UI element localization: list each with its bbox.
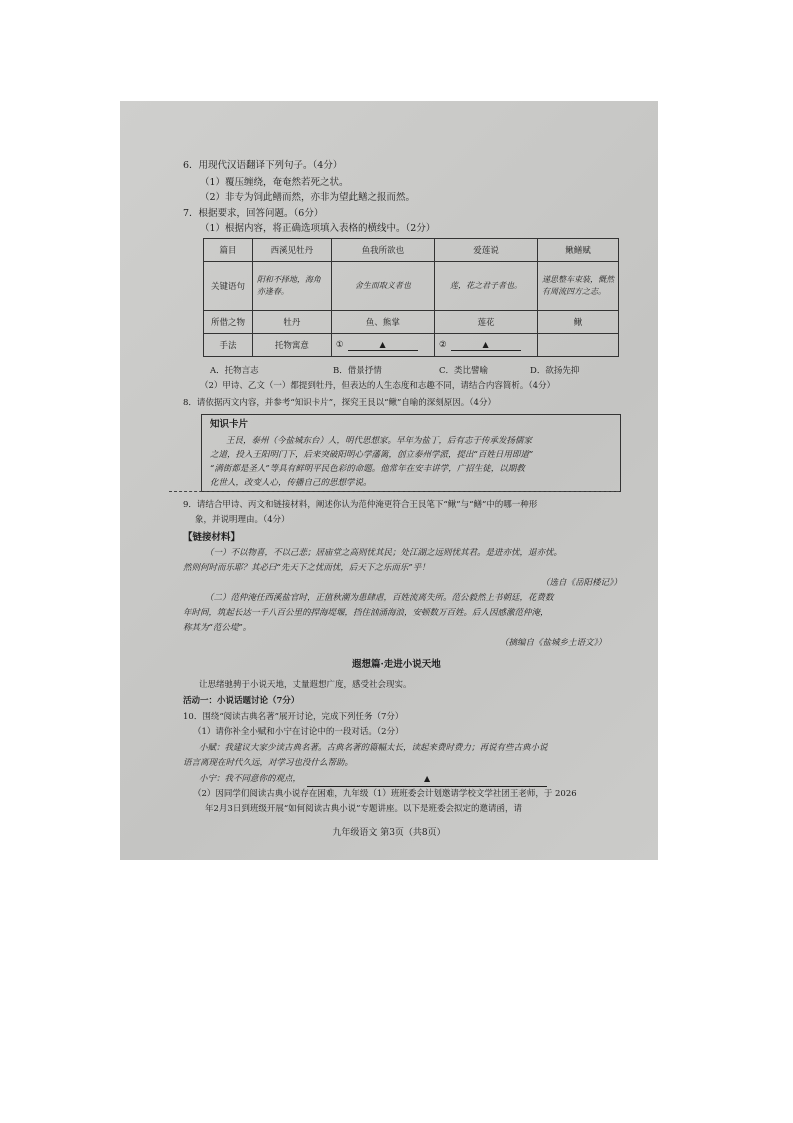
table-row	[204, 311, 619, 334]
dialogue-ning: 小宁：我不同意你的观点， ▲	[199, 772, 547, 787]
q6-sentence-2: （2）非专为饲此鳝而然，亦非为望此鳝之报而然。	[200, 192, 416, 203]
blank-cell-2: ② ▲	[434, 334, 537, 357]
comparison-table	[203, 238, 619, 357]
q7-part-1: （1）根据内容，将正确选项填入表格的横线中。（2分）	[200, 223, 436, 234]
option-a: A．托物言志	[210, 366, 259, 376]
table-cell: 莲花	[434, 311, 537, 334]
knowledge-card	[201, 414, 621, 492]
section-intro: 让思绪驰骋于小说天地，丈量遐想广度，感受社会现实。	[199, 680, 412, 690]
table-header: 爱莲说	[434, 239, 537, 262]
table-cell: 阳和不择地，海角亦逢春。	[252, 262, 331, 311]
q6-sentence-1: （1）覆压缠绕，奄奄然若死之状。	[200, 177, 349, 188]
q10-part-1: （1）请你补全小赋和小宁在讨论中的一段对话。（2分）	[193, 727, 404, 737]
table-header: 篇目	[204, 239, 253, 262]
divider	[169, 491, 619, 492]
table-cell	[538, 334, 619, 357]
exam-page-photo	[120, 101, 658, 860]
table-header: 鳅鳝赋	[538, 239, 619, 262]
table-cell: 托物寓意	[252, 334, 331, 357]
link-a-line-1: （一）不以物喜，不以己悲；居庙堂之高则忧其民；处江湖之远则忧其君。是进亦忧，退亦忧。	[205, 548, 563, 558]
table-row	[204, 239, 619, 262]
card-title: 知识卡片	[210, 419, 249, 430]
card-line: “满街都是圣人”等具有鲜明平民色彩的命题。他常年在安丰讲学，广招生徒，以期教	[210, 464, 525, 474]
table-cell: 牡丹	[252, 311, 331, 334]
card-line: 王艮，泰州（今盐城东台）人，明代思想家。早年为盐丁，后有志于传承发扬儒家	[226, 436, 533, 446]
row-label: 关键语句	[204, 262, 253, 311]
table-row	[204, 334, 619, 357]
table-cell: 舍生而取义者也	[331, 262, 434, 311]
table-header: 鱼我所欲也	[331, 239, 434, 262]
option-b: B．借景抒情	[333, 366, 382, 376]
q8-title: 8．请依据丙文内容，并参考“知识卡片”，探究王艮以“鳅”自喻的深刻原因。（4分）	[183, 398, 496, 408]
table-cell: 鳅	[538, 311, 619, 334]
page-footer: 九年级语文 第3页（共8页）	[332, 828, 446, 838]
q10-part-2a: （2）因同学们阅读古典小说存在困难，九年级（1）班班委会计划邀请学校文学社团王老师，于 2026	[193, 789, 577, 799]
link-b-line-1: （二）范仲淹任西溪盐官时，正值秋潮为患肆虐，百姓流离失所。范公毅然上书朝廷，花费数	[205, 593, 554, 603]
dialogue-fu-1: 小赋：我建议大家少读古典名著。古典名著的篇幅太长，读起来费时费力；再说有些古典小说	[199, 743, 548, 753]
option-d: D．欲扬先抑	[530, 366, 580, 376]
table-row	[204, 262, 619, 311]
q10-title: 10．围绕“阅读古典名著”展开讨论，完成下列任务（7分）	[183, 712, 404, 722]
q10-part-2b: 年2月3日到班级开展“如何阅读古典小说”专题讲座。以下是班委会拟定的邀请函，请	[205, 804, 523, 814]
table-cell: 递思整车束装，慨然有周流四方之志。	[538, 262, 619, 311]
table-cell: 莲，花之君子者也。	[434, 262, 537, 311]
link-b-source: （摘编自《盐城乡土语文》）	[500, 638, 607, 648]
q9-line-1: 9．请结合甲诗、丙文和链接材料，阐述你认为范仲淹更符合王艮笔下“鳅”与“鳝”中的哪一种形	[183, 500, 538, 510]
link-title: 【链接材料】	[183, 532, 241, 543]
blank-cell-1: ① ▲	[331, 334, 434, 357]
activity-title: 活动一：小说话题讨论（7分）	[183, 696, 300, 706]
option-c: C．类比譬喻	[439, 366, 489, 376]
link-b-line-3: 称其为“范公堤”。	[183, 623, 252, 633]
q9-line-2: 象，并说明理由。（4分）	[195, 515, 290, 525]
link-a-source: （选自《岳阳楼记》）	[541, 578, 622, 588]
card-line: 化世人，改变人心，传播自己的思想学说。	[210, 478, 372, 488]
table-header: 西溪见牡丹	[252, 239, 331, 262]
table-cell: 鱼、熊掌	[331, 311, 434, 334]
card-line: 之道，投入王阳明门下，后来突破阳明心学藩篱，创立泰州学派，提出“百姓日用即道”	[210, 450, 534, 460]
row-label: 手法	[204, 334, 253, 357]
dialogue-fu-2: 语言离现在时代久远，对学习也没什么帮助。	[183, 758, 354, 768]
q6-title: 6．用现代汉语翻译下列句子。（4分）	[183, 160, 343, 171]
q7-title: 7．根据要求，回答问题。（6分）	[183, 208, 324, 219]
link-b-line-2: 年时间，筑起长达一千八百公里的捍海堤堰，挡住汹涌海浪，安顿数万百姓。后人因感激范仲淹，	[183, 608, 549, 618]
q7-part-2: （2）甲诗、乙文（一）都提到牡丹，但表达的人生态度和志趣不同，请结合内容简析。（4分）	[200, 381, 556, 391]
triangle-mark: ▲	[482, 339, 489, 349]
row-label: 所借之物	[204, 311, 253, 334]
triangle-mark: ▲	[423, 774, 431, 783]
triangle-mark: ▲	[379, 339, 386, 349]
section-title: 遐想篇·走进小说天地	[352, 659, 441, 670]
link-a-line-2: 然则何时而乐耶？其必曰“先天下之忧而忧，后天下之乐而乐”乎！	[183, 563, 430, 573]
